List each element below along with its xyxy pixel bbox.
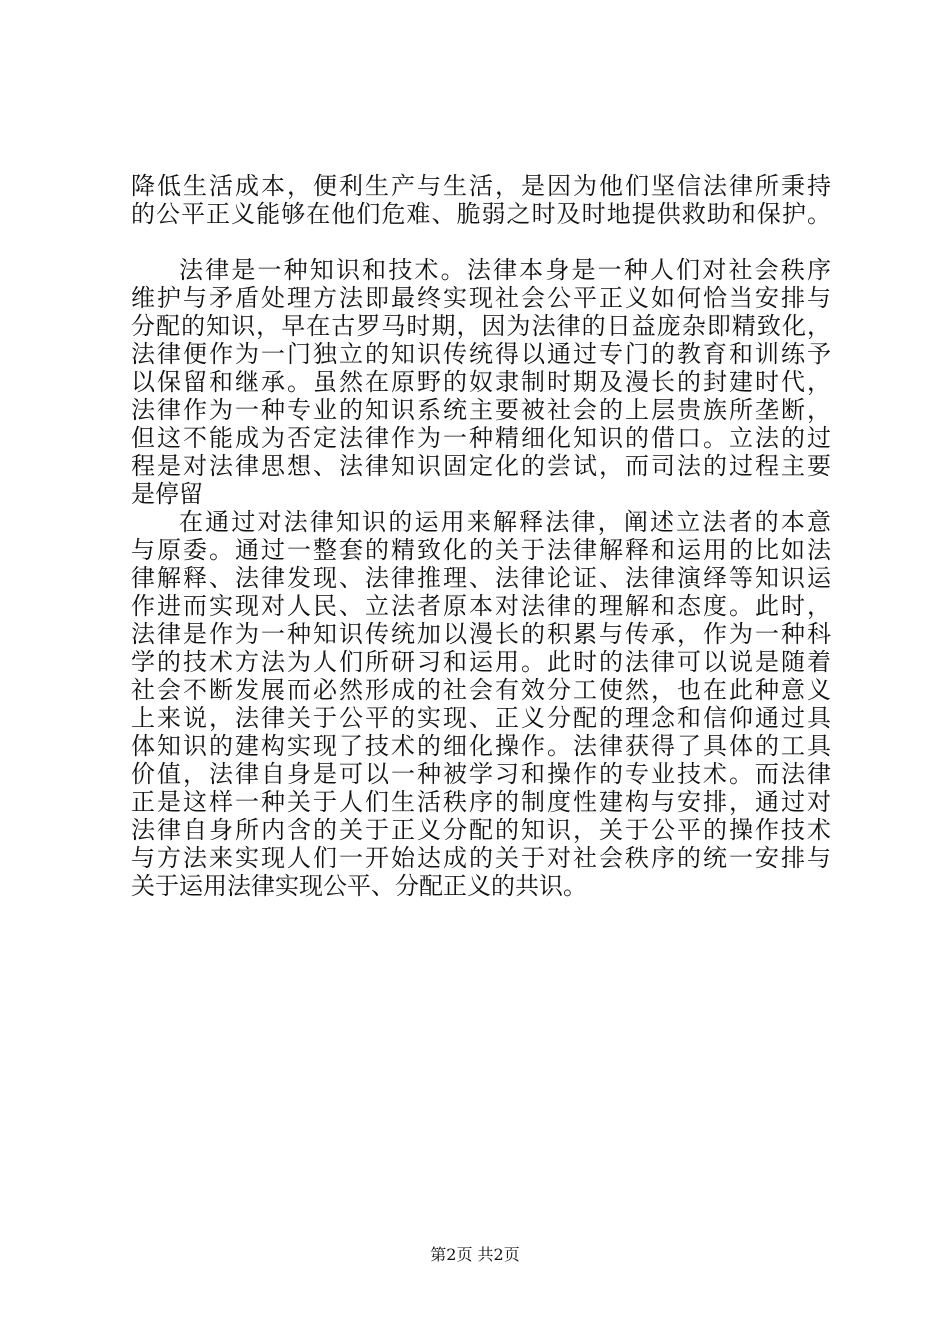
text-line: 学的技术方法为人们所研习和运用。此时的法律可以说是随着 [131, 648, 831, 676]
text-line: 在通过对法律知识的运用来解释法律，阐述立法者的本意 [179, 508, 831, 536]
text-line: 作进而实现对人民、立法者原本对法律的理解和态度。此时， [131, 592, 831, 620]
page-footer: 第2页 共2页 [430, 1245, 520, 1264]
text-line: 的公平正义能够在他们危难、脆弱之时及时地提供救助和保护。 [131, 200, 831, 228]
text-line: 关于运用法律实现公平、分配正义的共识。 [131, 872, 587, 900]
paragraph-3 [131, 508, 831, 900]
paragraph-2 [131, 256, 831, 508]
paragraph-1 [131, 172, 831, 228]
text-line: 上来说，法律关于公平的实现、正义分配的理念和信仰通过具 [131, 704, 831, 732]
text-line: 法律作为一种专业的知识系统主要被社会的上层贵族所垄断， [131, 396, 831, 424]
document-body [131, 172, 831, 900]
text-line: 社会不断发展而必然形成的社会有效分工使然，也在此种意义 [131, 676, 831, 704]
text-line: 价值，法律自身是可以一种被学习和操作的专业技术。而法律 [131, 760, 831, 788]
text-line: 程是对法律思想、法律知识固定化的尝试，而司法的过程主要 [131, 452, 831, 480]
text-line: 是停留 [131, 480, 203, 508]
text-line: 体知识的建构实现了技术的细化操作。法律获得了具体的工具 [131, 732, 831, 760]
text-line: 法律便作为一门独立的知识传统得以通过专门的教育和训练予 [131, 340, 831, 368]
text-line: 律解释、法律发现、法律推理、法律论证、法律演绎等知识运 [131, 564, 831, 592]
text-line: 法律自身所内含的关于正义分配的知识，关于公平的操作技术 [131, 816, 831, 844]
text-line: 法律是一种知识和技术。法律本身是一种人们对社会秩序 [179, 256, 831, 284]
text-line: 分配的知识，早在古罗马时期，因为法律的日益庞杂即精致化， [131, 312, 831, 340]
text-line: 维护与矛盾处理方法即最终实现社会公平正义如何恰当安排与 [131, 284, 831, 312]
text-line: 以保留和继承。虽然在原野的奴隶制时期及漫长的封建时代， [131, 368, 831, 396]
text-line: 法律是作为一种知识传统加以漫长的积累与传承，作为一种科 [131, 620, 831, 648]
text-line: 降低生活成本，便利生产与生活，是因为他们坚信法律所秉持 [131, 172, 831, 200]
text-line: 正是这样一种关于人们生活秩序的制度性建构与安排，通过对 [131, 788, 831, 816]
text-line: 与原委。通过一整套的精致化的关于法律解释和运用的比如法 [131, 536, 831, 564]
text-line: 但这不能成为否定法律作为一种精细化知识的借口。立法的过 [131, 424, 831, 452]
text-line: 与方法来实现人们一开始达成的关于对社会秩序的统一安排与 [131, 844, 831, 872]
